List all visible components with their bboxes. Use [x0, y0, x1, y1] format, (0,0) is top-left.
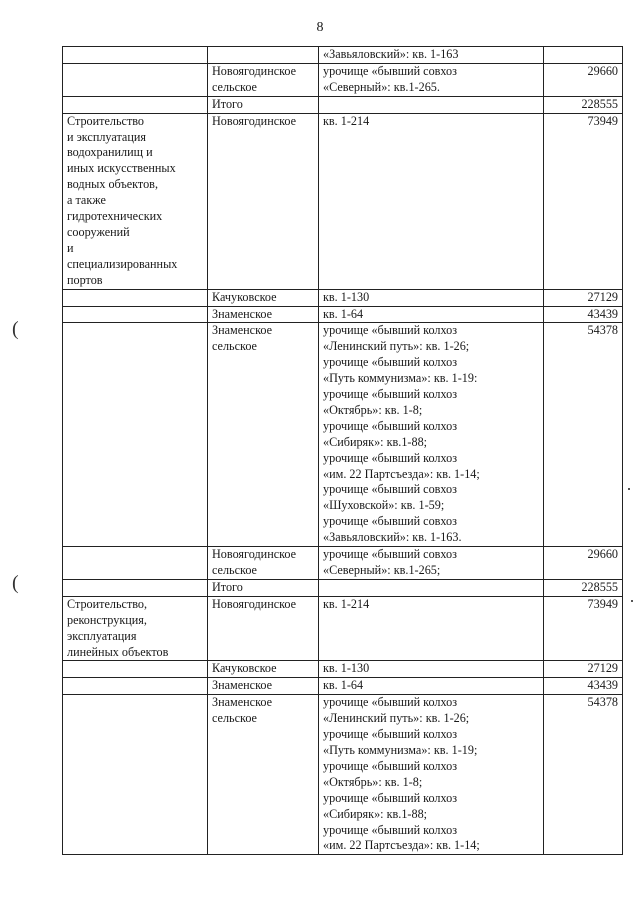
quarters-cell [319, 47, 544, 64]
table-row [63, 547, 623, 580]
cell-text-line: Новоягодинское [212, 547, 297, 562]
cell-text-line: Строительство, [67, 596, 148, 611]
district-cell [208, 596, 319, 661]
cell-text-line: «Завьяловский»: кв. 1-163 [323, 47, 459, 61]
scan-speck [631, 600, 633, 602]
cell-text-line: урочище «бывший совхоз [323, 63, 457, 78]
cell-text-line: и эксплуатация [67, 129, 146, 144]
area-cell: 27129 [544, 661, 623, 678]
cell-text-line: Знаменское [212, 323, 273, 338]
cell-text-line: «им. 22 Партсъезда»: кв. 1-14; [323, 838, 480, 853]
quarters-cell [319, 596, 544, 661]
cell-text-line: и [67, 240, 74, 255]
purpose-cell [63, 678, 208, 695]
cell-text-line: «Ленинский путь»: кв. 1-26; [323, 339, 470, 354]
purpose-cell [63, 579, 208, 596]
empty-line [67, 547, 203, 557]
cell-text-line: сельское [212, 711, 257, 726]
empty-line [67, 47, 203, 57]
table-body [63, 47, 623, 855]
cell-text-line: «Сибиряк»: кв.1-88; [323, 434, 428, 449]
cell-text-line: «Октябрь»: кв. 1-8; [323, 402, 423, 417]
empty-line [67, 290, 203, 300]
district-cell [208, 113, 319, 289]
table-row [63, 289, 623, 306]
district-cell [208, 579, 319, 596]
cell-text-line: реконструкция, [67, 612, 147, 627]
cell-text-line: водных объектов, [67, 177, 158, 192]
cell-text-line: Новоягодинское [212, 596, 297, 611]
district-cell [208, 96, 319, 113]
district-cell [208, 63, 319, 96]
district-cell [208, 47, 319, 64]
purpose-cell [63, 47, 208, 64]
cell-text-line: Знаменское [212, 306, 273, 321]
cell-text-line: урочище «бывший колхоз [323, 727, 458, 742]
cell-text-line: гидротехнических [67, 209, 163, 224]
area-cell: 228555 [544, 96, 623, 113]
area-cell: 29660 [544, 547, 623, 580]
district-cell [208, 306, 319, 323]
quarters-cell [319, 63, 544, 96]
table-row [63, 323, 623, 547]
empty-line [67, 580, 203, 590]
cell-text-line: «Путь коммунизма»: кв. 1-19: [323, 371, 478, 386]
quarters-cell [319, 547, 544, 580]
quarters-cell [319, 695, 544, 855]
cell-text-line: Итого [212, 579, 243, 594]
quarters-cell [319, 289, 544, 306]
empty-line [67, 661, 203, 671]
cell-text-line: водохранилищ и [67, 145, 153, 160]
purpose-cell [63, 596, 208, 661]
district-cell [208, 289, 319, 306]
empty-line [323, 97, 539, 107]
empty-line [67, 307, 203, 317]
cell-text-line: урочище «бывший колхоз [323, 323, 458, 338]
cell-text-line: Новоягодинское [212, 113, 297, 128]
cell-text-line: Новоягодинское [212, 63, 297, 78]
cell-text-line: «Октябрь»: кв. 1-8; [323, 774, 423, 789]
cell-text-line: кв. 1-64 [323, 678, 364, 693]
area-cell [544, 47, 623, 64]
cell-text-line: сооружений [67, 224, 130, 239]
cell-text-line: иных искусственных [67, 161, 176, 176]
purpose-cell [63, 96, 208, 113]
cell-text-line: урочище «бывший колхоз [323, 450, 458, 465]
district-cell [208, 678, 319, 695]
cell-text-line: урочище «бывший колхоз [323, 695, 458, 710]
empty-line [67, 97, 203, 107]
cell-text-line: урочище «бывший колхоз [323, 790, 458, 805]
area-cell: 43439 [544, 678, 623, 695]
purpose-cell [63, 63, 208, 96]
cell-text-line: урочище «бывший колхоз [323, 387, 458, 402]
purpose-cell [63, 661, 208, 678]
table-row [63, 695, 623, 855]
area-cell: 54378 [544, 695, 623, 855]
document-table-wrapper [62, 46, 622, 858]
empty-line [323, 580, 539, 590]
quarters-cell [319, 579, 544, 596]
quarters-cell [319, 661, 544, 678]
purpose-cell [63, 547, 208, 580]
quarters-cell [319, 678, 544, 695]
cell-text-line: урочище «бывший совхоз [323, 514, 457, 529]
purpose-cell [63, 323, 208, 547]
empty-line [67, 678, 203, 688]
cell-text-line: «Северный»: кв.1-265. [323, 79, 440, 94]
cell-text-line: портов [67, 272, 103, 287]
cell-text-line: Знаменское [212, 695, 273, 710]
cell-text-line: «им. 22 Партсъезда»: кв. 1-14; [323, 466, 480, 481]
cell-text-line: кв. 1-64 [323, 306, 364, 321]
cell-text-line: специализированных [67, 256, 178, 271]
cell-text-line: урочище «бывший колхоз [323, 822, 458, 837]
area-cell: 43439 [544, 306, 623, 323]
cell-text-line: Качуковское [212, 661, 277, 676]
district-cell [208, 323, 319, 547]
cell-text-line: «Путь коммунизма»: кв. 1-19; [323, 742, 478, 757]
table-row [63, 113, 623, 289]
cell-text-line: кв. 1-130 [323, 289, 370, 304]
area-cell: 27129 [544, 289, 623, 306]
district-cell [208, 547, 319, 580]
cell-text-line: эксплуатация [67, 628, 137, 643]
purpose-cell [63, 113, 208, 289]
cell-text-line: сельское [212, 339, 257, 354]
cell-text-line: Строительство [67, 113, 145, 128]
area-cell: 29660 [544, 63, 623, 96]
table-row [63, 306, 623, 323]
empty-line [67, 64, 203, 74]
cell-text-line: Итого [212, 96, 243, 111]
purpose-cell [63, 306, 208, 323]
cell-text-line: «Ленинский путь»: кв. 1-26; [323, 711, 470, 726]
cell-text-line: «Шуховской»: кв. 1-59; [323, 498, 445, 513]
table-row [63, 63, 623, 96]
cell-text-line: кв. 1-214 [323, 596, 370, 611]
purpose-cell [63, 289, 208, 306]
table-row [63, 47, 623, 64]
quarters-cell [319, 96, 544, 113]
cell-text-line: урочище «бывший колхоз [323, 355, 458, 370]
cell-text-line: линейных объектов [67, 644, 169, 659]
empty-line [67, 323, 203, 333]
cell-text-line: урочище «бывший колхоз [323, 418, 458, 433]
binding-hole-mark: ( [12, 572, 19, 594]
quarters-cell [319, 323, 544, 547]
area-cell: 73949 [544, 596, 623, 661]
district-cell [208, 661, 319, 678]
district-cell [208, 695, 319, 855]
cell-text-line: а также [67, 193, 106, 208]
empty-line [212, 47, 314, 57]
purpose-cell [63, 695, 208, 855]
cell-text-line: «Завьяловский»: кв. 1-163. [323, 530, 462, 545]
area-cell: 73949 [544, 113, 623, 289]
cell-text-line: урочище «бывший совхоз [323, 482, 457, 497]
binding-hole-mark: ( [12, 318, 19, 340]
table-row [63, 661, 623, 678]
cell-text-line: сельское [212, 79, 257, 94]
table-row [63, 596, 623, 661]
cell-text-line: кв. 1-130 [323, 661, 370, 676]
empty-line [67, 695, 203, 705]
table-row [63, 678, 623, 695]
cell-text-line: «Северный»: кв.1-265; [323, 563, 441, 577]
cell-text-line: урочище «бывший совхоз [323, 547, 457, 562]
cell-text-line: Знаменское [212, 678, 273, 693]
quarters-cell [319, 113, 544, 289]
cell-text-line: «Сибиряк»: кв.1-88; [323, 806, 428, 821]
cell-text-line: Качуковское [212, 289, 277, 304]
area-cell: 54378 [544, 323, 623, 547]
forest-use-table [62, 46, 623, 855]
cell-text-line: сельское [212, 563, 257, 577]
page-number: 8 [316, 20, 324, 35]
quarters-cell [319, 306, 544, 323]
area-cell: 228555 [544, 579, 623, 596]
table-row [63, 579, 623, 596]
cell-text-line: кв. 1-214 [323, 113, 370, 128]
cell-text-line: урочище «бывший колхоз [323, 758, 458, 773]
table-row [63, 96, 623, 113]
scan-speck [628, 488, 630, 490]
